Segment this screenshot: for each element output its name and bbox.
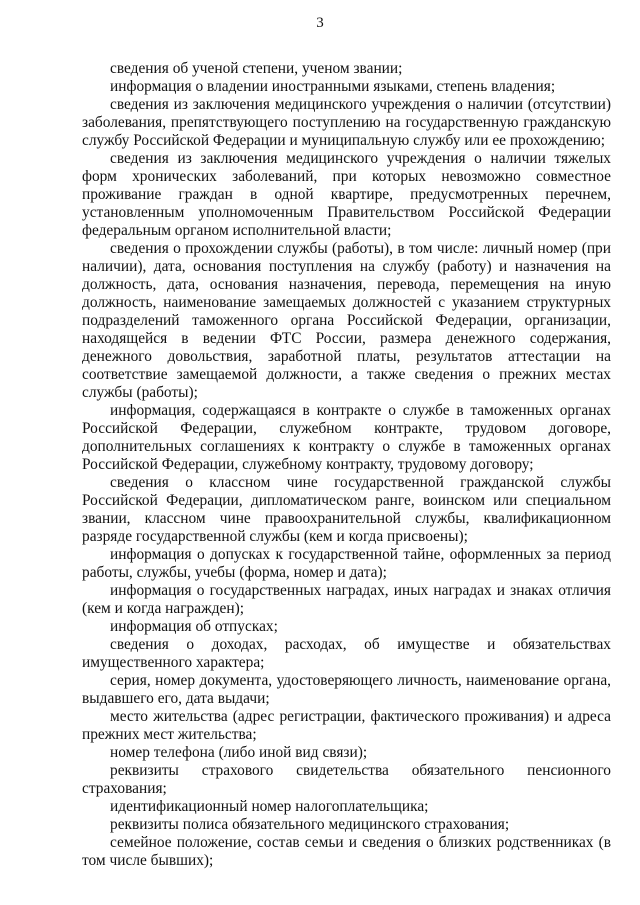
paragraph-foreign-languages: информация о владении иностранными языками, степень владения; [110,78,556,95]
document-body [82,60,611,870]
paragraph-income-property: сведения о доходах, расходах, об имуществе и обязательствах имущественного характера; [82,636,611,671]
paragraph-state-secret-access: информация о допусках к государственной тайне, оформленных за период работы, службы, учебы (форма, номер и дата); [82,546,611,581]
paragraph-vacations: информация об отпусках; [110,618,278,635]
paragraph-contract-info: информация, содержащаяся в контракте о службе в таможенных органах Российской Федерации, служебном контракте, трудовом договоре, дополнительных соглашениях к контракту о службе в таможенных органах Российской Федерации, служебному контракту, трудовому договору; [82,402,611,473]
paragraph-phone: номер телефона (либо иной вид связи); [110,744,368,761]
paragraph-class-rank: сведения о классном чине государственной гражданской службы Российской Федерации, дипломатическом ранге, воинском или специальном звании, классном чине правоохранительной службы, квалификационном разряде государственной службы (кем и когда присвоены); [82,474,611,545]
paragraph-residence: место жительства (адрес регистрации, фактического проживания) и адреса прежних мест жительства; [82,708,611,743]
paragraph-awards: информация о государственных наградах, иных наградах и знаках отличия (кем и когда награжден); [82,582,611,617]
paragraph-pension-insurance: реквизиты страхового свидетельства обязательного пенсионного страхования; [82,762,611,797]
paragraph-academic-degree: сведения об ученой степени, ученом звании; [110,60,403,77]
paragraph-family-status: семейное положение, состав семьи и сведения о близких родственниках (в том числе бывших); [82,834,611,869]
paragraph-service-record: сведения о прохождении службы (работы), в том числе: личный номер (при наличии), дата, основания поступления на службу (работу) и назначения на должность, дата, основания назначения, перевода, перемещения на иную должность, наименование замещаемых должностей с указанием структурных подразделений таможенного органа Российской Федерации, организации, находящейся в ведении ФТС России, размера денежного содержания, денежного довольствия, заработной платы, результатов аттестации на соответствие замещаемой должности, а также сведения о прежних местах службы (работы); [82,240,611,401]
paragraph-medical-conclusion-service: сведения из заключения медицинского учреждения о наличии (отсутствии) заболевания, препятствующего поступлению на государственную гражданскую службу Российской Федерации и муниципальную службу или ее прохождению; [82,96,611,149]
page-number: 3 [316,15,324,31]
paragraph-medical-conclusion-chronic: сведения из заключения медицинского учреждения о наличии тяжелых форм хронических заболеваний, при которых невозможно совместное проживание граждан в одной квартире, предусмотренных перечнем, установленным уполномоченным Правительством Российской Федерации федеральным органом исполнительной власти; [82,150,611,239]
paragraph-identity-document: серия, номер документа, удостоверяющего личность, наименование органа, выдавшего его, дата выдачи; [82,672,611,707]
paragraph-tax-id: идентификационный номер налогоплательщика; [110,798,429,815]
paragraph-medical-insurance: реквизиты полиса обязательного медицинского страхования; [110,816,510,833]
